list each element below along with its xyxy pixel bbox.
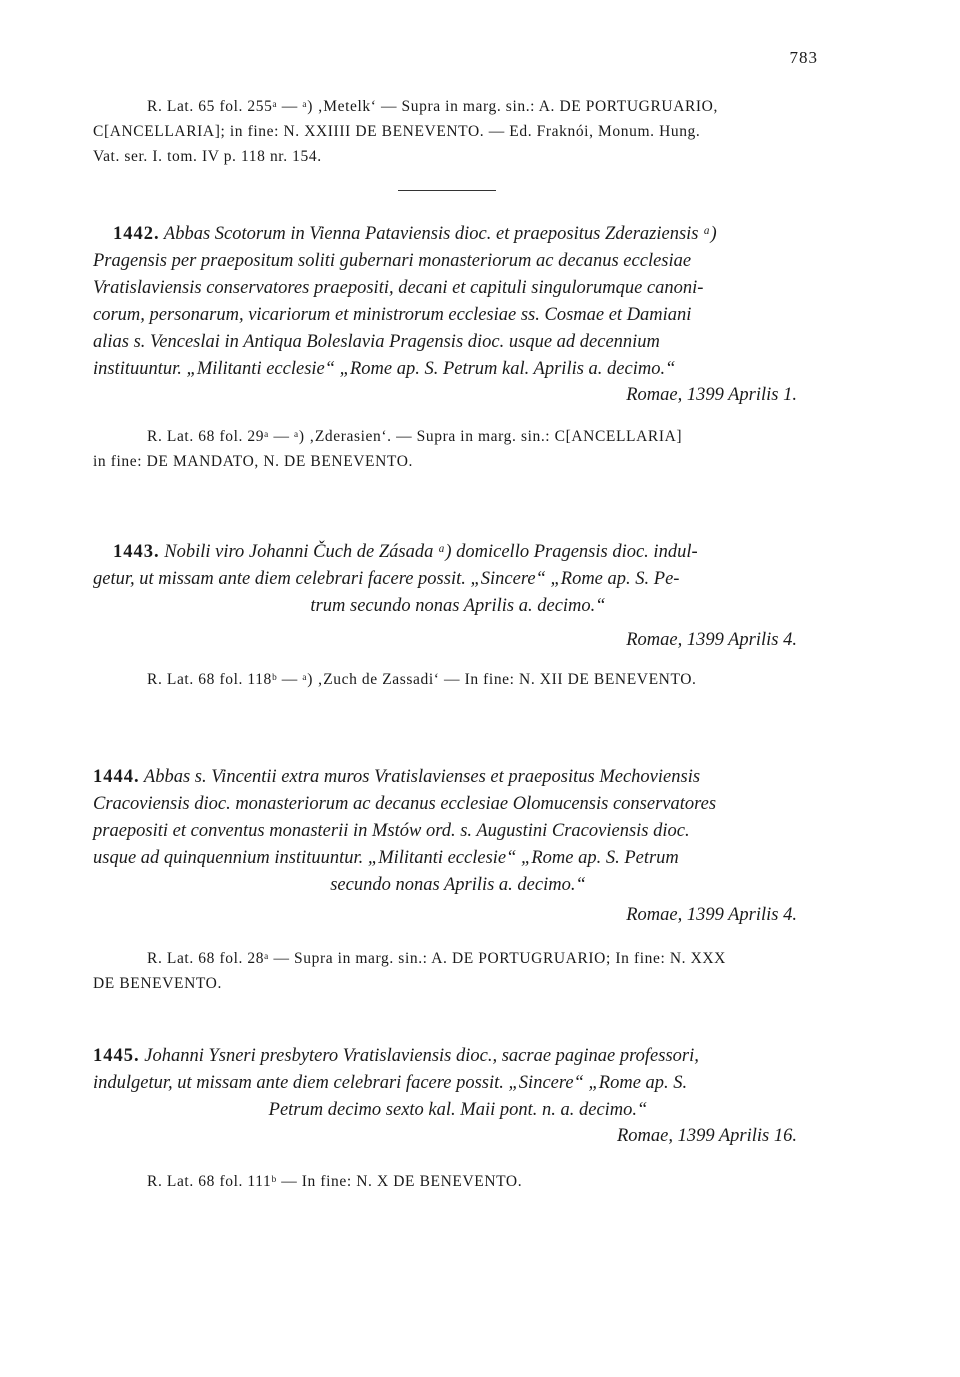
entry-1442 (93, 221, 823, 474)
entry-text (93, 539, 823, 620)
entry-text (93, 1043, 823, 1124)
entry-number: 1444. (93, 767, 140, 787)
entry-note (93, 667, 823, 692)
entry-line: instituuntur. „Militanti ecclesie“ „Rome ap. S. Petrum kal. Aprilis a. decimo.“ (93, 359, 676, 379)
entry-line-text: Nobili viro Johanni Čuch de Zásada ᵃ) domicello Pragensis dioc. indul- (164, 542, 698, 562)
entry-note (93, 1169, 823, 1194)
entry-date: Romae, 1399 Aprilis 4. (626, 905, 797, 925)
entry-date: Romae, 1399 Aprilis 1. (626, 385, 797, 405)
entry-line (93, 539, 823, 566)
entry-line: usque ad quinquennium instituuntur. „Militanti ecclesie“ „Rome ap. S. Petrum (93, 848, 679, 868)
top-note-line: Vat. ser. I. tom. IV p. 118 nr. 154. (93, 148, 322, 165)
entry-line: trum secundo nonas Aprilis a. decimo.“ (310, 596, 606, 616)
entry-line-text: Johanni Ysneri presbytero Vratislaviensis dioc., sacrae paginae professori, (144, 1046, 699, 1066)
entry-line: praepositi et conventus monasterii in Mstów ord. s. Augustini Cracoviensis dioc. (93, 821, 690, 841)
page-number: 783 (789, 48, 818, 67)
entry-note-line: R. Lat. 68 fol. 118ᵇ — ᵃ) ‚Zuch de Zassadi‘ — In fine: N. XII DE BENEVENTO. (147, 671, 697, 688)
entry-note-line: R. Lat. 68 fol. 29ᵃ — ᵃ) ‚Zderasien‘. — Supra in marg. sin.: C[ANCELLARIA] (147, 428, 683, 445)
entry-note (93, 424, 823, 474)
entry-line: corum, personarum, vicariorum et ministrorum ecclesiae ss. Cosmae et Damiani (93, 305, 692, 325)
entry-text (93, 221, 823, 383)
entry-line (93, 1043, 823, 1070)
entry-line: Cracoviensis dioc. monasteriorum ac decanus ecclesiae Olomucensis conservatores (93, 794, 717, 814)
entry-number: 1445. (93, 1046, 140, 1066)
entry-number: 1443. (113, 542, 160, 562)
entry-note-line: R. Lat. 68 fol. 28ᵃ — Supra in marg. sin.: A. DE PORTUGRUARIO; In fine: N. XXX (147, 950, 726, 967)
entry-line (93, 764, 823, 791)
section-divider (398, 190, 496, 191)
entry-1443 (93, 539, 823, 692)
entry-line (93, 221, 823, 248)
entry-line: alias s. Venceslai in Antiqua Boleslavia Pragensis dioc. usque ad decennium (93, 332, 660, 352)
entry-note-line: DE BENEVENTO. (93, 975, 222, 992)
entry-1445 (93, 1043, 823, 1194)
entry-note-line: R. Lat. 68 fol. 111ᵇ — In fine: N. X DE BENEVENTO. (147, 1173, 523, 1190)
top-note-line: R. Lat. 65 fol. 255ᵃ — ᵃ) ‚Metelk‘ — Supra in marg. sin.: A. DE PORTUGRUARIO, (147, 98, 718, 115)
entry-note (93, 946, 823, 996)
entry-line: Vratislaviensis conservatores praepositi, decani et capituli singulorumque canoni- (93, 278, 704, 298)
entry-number: 1442. (113, 224, 160, 244)
top-note (93, 94, 823, 169)
entry-note-line: in fine: DE MANDATO, N. DE BENEVENTO. (93, 453, 413, 470)
entry-line: getur, ut missam ante diem celebrari facere possit. „Sincere“ „Rome ap. S. Pe- (93, 569, 680, 589)
entry-line-text: Abbas Scotorum in Vienna Pataviensis dioc. et praepositus Zderaziensis ᵃ) (163, 224, 717, 244)
entry-line: secundo nonas Aprilis a. decimo.“ (330, 875, 586, 895)
entry-date: Romae, 1399 Aprilis 4. (626, 630, 797, 650)
entry-line: Pragensis per praepositum soliti gubernari monasteriorum ac decanus ecclesiae (93, 251, 692, 271)
entry-line: indulgetur, ut missam ante diem celebrari facere possit. „Sincere“ „Rome ap. S. (93, 1073, 688, 1093)
entry-text (93, 764, 823, 899)
entry-line-text: Abbas s. Vincentii extra muros Vratislavienses et praepositus Mechoviensis (143, 767, 701, 787)
entry-line: Petrum decimo sexto kal. Maii pont. n. a. decimo.“ (268, 1100, 648, 1120)
entry-1444 (93, 764, 823, 996)
entry-date: Romae, 1399 Aprilis 16. (616, 1126, 797, 1146)
top-note-line: C[ANCELLARIA]; in fine: N. XXIIII DE BENEVENTO. — Ed. Fraknói, Monum. Hung. (93, 123, 701, 140)
